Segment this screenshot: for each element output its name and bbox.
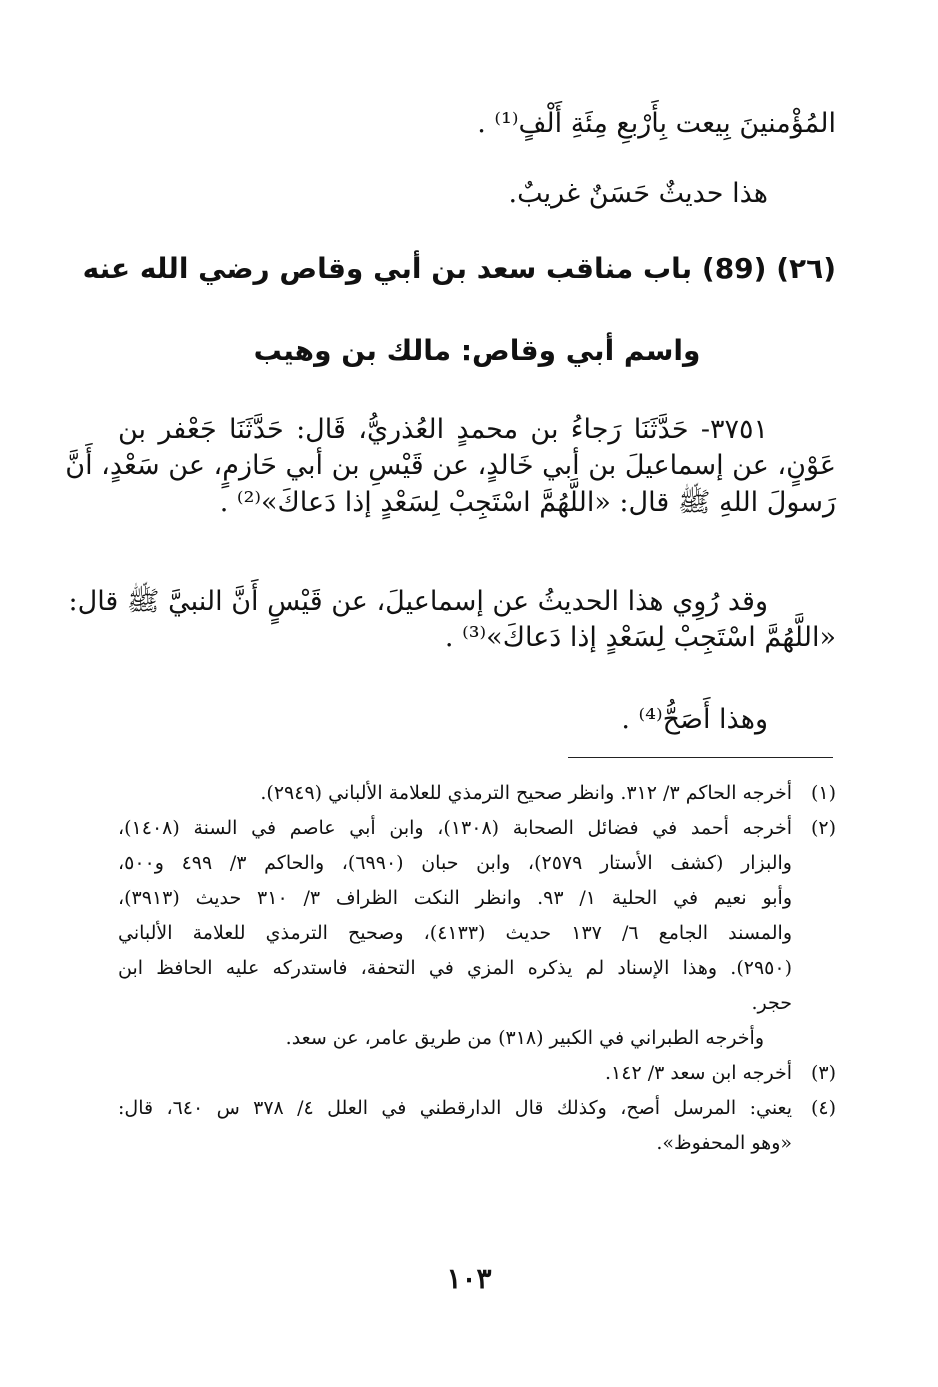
footnote-separator xyxy=(568,757,833,758)
footnote-line: (٢٩٥٠). وهذا الإسناد لم يذكره المزي في التحفة، فاستدركه عليه الحافظ ابن xyxy=(118,957,792,979)
text-line: وقد رُوِي هذا الحديثُ عن إسماعيلَ، عن قَيْسٍ أَنَّ النبيَّ ﷺ قال: xyxy=(68,586,768,617)
footnote-line: أخرجه الحاكم ٣/ ٣١٢. وانظر صحيح الترمذي للعلامة الألباني (٢٩٤٩). xyxy=(260,782,792,804)
page-number: ١٠٣ xyxy=(446,1262,492,1295)
text-line: ٣٧٥١- حَدَّثَنَا رَجاءُ بن محمدٍ العُذريُّ، قَال: حَدَّثَنَا جَعْفر بن xyxy=(118,414,768,445)
footnote-4 xyxy=(118,1091,836,1161)
footnote-line: يعني: المرسل أصح، وكذلك قال الدارقطني في العلل ٤/ ٣٧٨ س ٦٤٠، قال: xyxy=(118,1097,793,1119)
footnote-line: والمسند الجامع ٦/ ١٣٧ حديث (٤١٣٣)، وصحيح الترمذي للعلامة الألباني xyxy=(118,922,793,944)
narration-paragraph xyxy=(68,584,836,657)
footnote-line: حجر. xyxy=(751,992,792,1014)
footnote-line: أخرجه ابن سعد ٣/ ١٤٢. xyxy=(605,1062,792,1084)
footnote-2 xyxy=(118,811,836,1021)
footnote-number: (٣) xyxy=(810,1062,836,1084)
footnote-number: (٢) xyxy=(810,817,836,839)
footnote-number: (١) xyxy=(810,782,836,804)
chapter-subtitle: واسم أبي وقاص: مالك بن وهيب xyxy=(253,334,701,367)
hadith-grading xyxy=(118,176,836,212)
hadith-3751 xyxy=(65,412,836,521)
footnote-line: أخرجه أحمد في فضائل الصحابة (١٣٠٨)، وابن أبي عاصم في السنة (١٤٠٨)، xyxy=(118,817,792,839)
text-line: المُؤْمنينَ بِيعت بِأَرْبعِ مِئَةِ أَلْفٍ⁽¹⁾ . xyxy=(477,108,836,139)
text-line: وهذا أَصَحُّ⁽⁴⁾ . xyxy=(621,704,768,735)
chapter-title: (٢٦) (89) باب مناقب سعد بن أبي وقاص رضي الله عنه xyxy=(82,252,836,285)
text-line: رَسولَ اللهِ ﷺ قال: «اللَّهُمَّ اسْتَجِبْ لِسَعْدٍ إذا دَعاكَ»⁽²⁾ . xyxy=(219,486,836,518)
footnote-line: والبزار (كشف الأستار ٢٥٧٩)، وابن حبان (٦٩٩٠)، والحاكم ٣/ ٤٩٩ و٥٠٠، xyxy=(118,852,792,874)
footnote-3 xyxy=(118,1056,836,1091)
footnote-line: «وهو المحفوظ». xyxy=(656,1132,792,1154)
footnote-line: وأبو نعيم في الحلية ١/ ٩٣. وانظر النكت الظراف ٣/ ٣١٠ حديث (٣٩١٣)، xyxy=(118,887,793,909)
narration-closing xyxy=(118,702,836,738)
text-line: عَوْنٍ، عن إسماعيلَ بن أبي خَالدٍ، عن قَيْسِ بن أبي حَازمٍ، عن سَعْدٍ، أَنَّ xyxy=(65,450,836,482)
footnote-2-extra: وأخرجه الطبراني في الكبير (٣١٨) من طريق عامر، عن سعد. xyxy=(285,1027,764,1049)
footnote-1 xyxy=(118,776,836,811)
text-line: «اللَّهُمَّ اسْتَجِبْ لِسَعْدٍ إذا دَعاكَ»⁽³⁾ . xyxy=(444,622,836,654)
footnotes xyxy=(118,776,836,1161)
continued-text xyxy=(118,106,836,142)
text-line: هذا حديثٌ حَسَنٌ غريبٌ. xyxy=(508,178,768,209)
footnote-number: (٤) xyxy=(810,1097,836,1119)
